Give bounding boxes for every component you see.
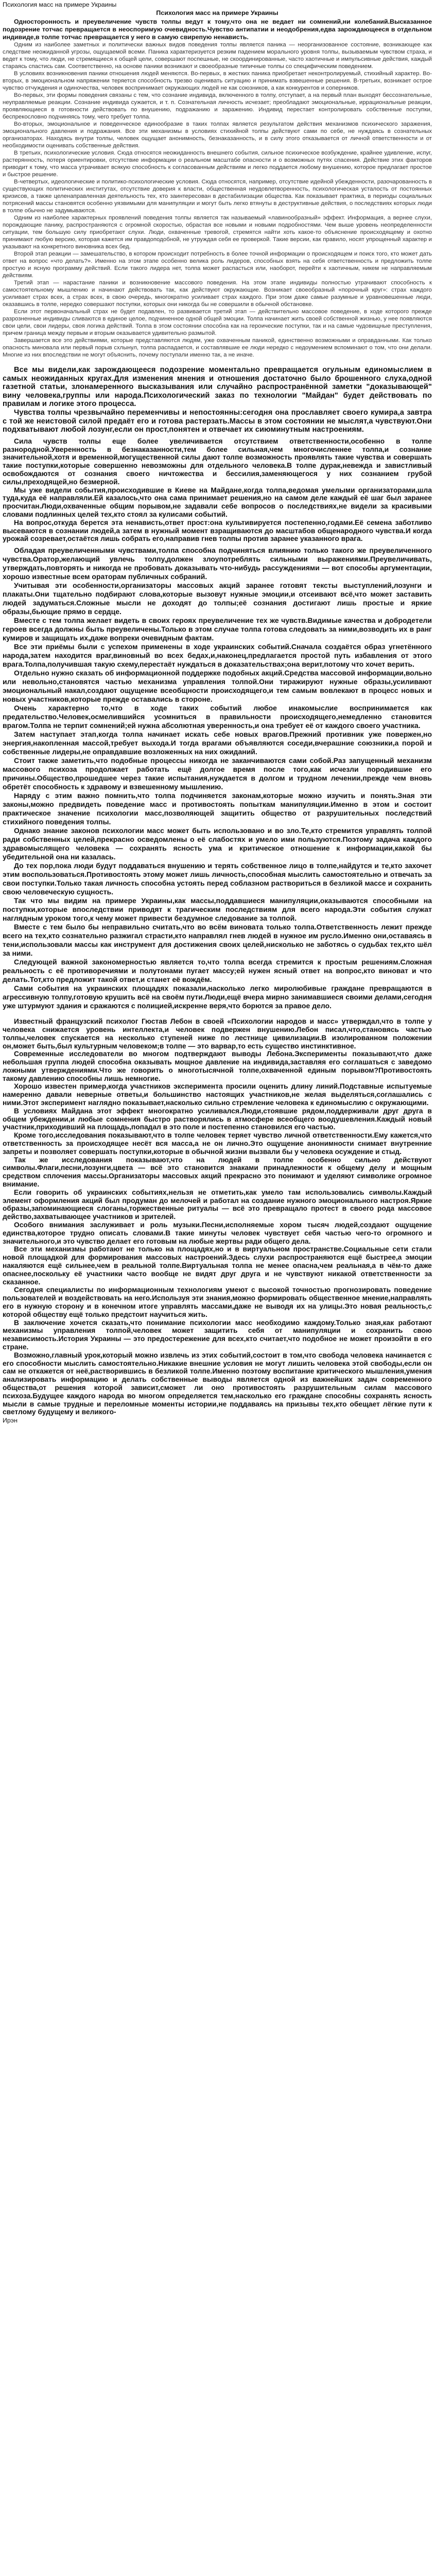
article-paragraph: Очень характерно то,что в ходе таких событий любое инакомыслие воспринимается как предательство.Человек,осмелившийся усомниться в правильности происходящего,немедленно становится врагом.Толпа не терпит сомнений;ей нужна абсолютная уверенность,и она требует её от каждого своего участника.	[3, 704, 432, 730]
article-paragraph: Мы уже видели события,происходившие в Киеве на Майдане,когда толпа,ведомая умелыми организаторами,шла туда,куда её направляли.Ей казалось,что она сама принимает решения,но на самом деле каждый её шаг был заранее просчитан.Люди,охваченные общим порывом,не задавали себе вопросов о последствиях,не видели за красивыми словами подлинных целей тех,кто стоял за кулисами событий.	[3, 486, 432, 518]
article-section	[3, 1018, 432, 1416]
article-paragraph: Наряду с этим важно помнить,что толпа подчиняется законам,которые можно изучить и понять.Зная эти законы,можно предвидеть поведение масс и противостоять попыткам манипуляции.Именно в этом и состоит практическое значение психологии масс,позволяющей защитить общество от разрушительных последствий стихийного поведения толпы.	[3, 791, 432, 826]
page-header: Психология масс на примере Украины	[3, 1, 117, 8]
article-paragraph: Третий этап — нарастание паники и возникновение массового поведения. На этом этапе индивиды полностью утрачивают способность к самостоятельному мышлению и начинают действовать так, как действуют окружающие. Возникает своеобразный «порочный круг»: страх каждого усиливает страх всех, а страх всех, в свою очередь, многократно усиливает страх каждого. При этом даже самые разумные и уравновешенные люди, оказавшись в толпе, нередко совершают поступки, которых они никогда бы не совершили в обычной обстановке.	[3, 280, 432, 308]
article-paragraph: Стоит также заметить,что подобные процессы никогда не заканчиваются сами собой.Раз запущенный механизм массового психоза продолжает работать ещё долгое время после того,как исчезли породившие его причины.Общество,прошедшее через такие испытания,нуждается в долгом и трудном лечении,прежде чем вновь обретёт способность к здравому и взвешенному мышлению.	[3, 756, 432, 791]
article-paragraph: Если этот первоначальный страх не будет подавлен, то развивается третий этап — действительно массовое поведение, в ходе которого прежде разрозненные индивиды сливаются в единое целое, подчиненное одной общей эмоции. Толпа начинает жить своей собственной жизнью, у нее появляются свои цели, свои лидеры, своя логика действий. Толпа в этом состоянии способна как на героические поступки, так и на самые чудовищные преступления, причем граница между первым и вторым оказывается удивительно размытой.	[3, 309, 432, 336]
article-paragraph: Одним из наиболее заметных и политически важных видов поведения толпы является паника — неорганизованное состояние, возникающее как следствие неожиданной угрозы, ощущаемой всеми. Паника характеризуется резким падением морального уровня толпы, вызываемым чувством страха, и ведет к тому, что люди, не стремящиеся к общей цели, совершают поспешные, не скоординированные, часто хаотичные и импульсивные действия, каждый стараясь спастись сам. Соответственно, на основе паники возникают и своеобразные типичные толпы со специфическим поведением.	[3, 42, 432, 70]
article-paragraph: Завершается все это действиями, которые представляются людям, уже охваченным паникой, единственно возможными и оправданными. Как только опасность миновала или первый порыв схлынул, толпа распадается, и составлявшие ее люди нередко с недоумением вспоминают о том, что они делали. Многие из них впоследствии не могут объяснить, почему поступали именно так, а не иначе.	[3, 337, 432, 358]
article-paragraph: Вместе с тем толпа желает видеть в своих героях преувеличение тех же чувств.Видимые качества и добродетели героев всегда должны быть преувеличены.Только в этом случае толпа готова следовать за ними,возводить их в ранг кумиров и защищать их,даже вопреки очевидным фактам.	[3, 616, 432, 642]
article-paragraph: Сила чувств толпы еще более увеличивается отсутствием ответственности,особенно в толпе разнородной.Уверенность в безнаказанности,тем более сильная,чем многочисленнее толпа,и сознание значительной,хотя и временной,могущественной силы дают толпе возможность проявлять такие чувства и совершать такие поступки,которые совершенно невозможны для отдельного человека.В толпе дурак,невежда и завистливый освобождаются от сознания своего ничтожества и бессилия,заменяющегося у них сознанием грубой силы,преходящей,но безмерной.	[3, 437, 432, 486]
article-paragraph: Возможно,главный урок,который можно извлечь из этих событий,состоит в том,что свобода человека начинается с его способности мыслить самостоятельно.Никакие внешние условия не могут лишить человека этой свободы,если он сам не откажется от неё,растворившись в безликой толпе.Именно поэтому воспитание критического мышления,умения анализировать информацию и делать собственные выводы является одной из важнейших задач современного общества,от решения которой зависит,сможет ли оно противостоять разрушительным силам массового психоза.Будущее каждого народа во многом определяется тем,насколько его граждане способны сохранять ясность мысли в самые трудные и переломные моменты истории,не поддаваясь на призывы тех,кто обещает лёгкие пути к светлому будущему и великого-	[3, 1351, 432, 1416]
article-paragraph: Во-первых, эти формы поведения связаны с тем, что сознание индивида, включенного в толпу, отступает, а на первый план выходят бессознательные, неуправляемые реакции. Сознание индивида сужается, и т. п. Сознательная личность исчезает; преобладают эмоциональные, иррациональные реакции, проявляющиеся в готовности действовать по внушению, подражанию и заражению. Индивид перестает контролировать собственные поступки, беспрекословно подчиняясь тому, чего требует толпа.	[3, 92, 432, 120]
article-paragraph: Если говорить об украинских событиях,нельзя не отметить,как умело там использовались символы.Каждый элемент оформления акций был продуман до мелочей и работал на создание нужного эмоционального настроя.Яркие образы,запоминающиеся слоганы,торжественные ритуалы — всё это превращало протест в своего рода массовое действо,захватывающее участников и зрителей.	[3, 1188, 432, 1221]
article-paragraph: В третьих, психологические условия. Сюда относятся неожиданность внешнего события, сильное психическое возбуждение, крайнее удивление, испуг, растерянность, потеря ориентировки, отсутствие информации о реальном масштабе опасности и о возможных путях спасения. Действие этих факторов приводит к тому, что масса утрачивает всякую способность к согласованным действиям и легко поддается любому внушению, которое предлагает простое и быстрое решение.	[3, 150, 432, 178]
article-paragraph: Сами события на украинских площадях показали,насколько легко миролюбивые граждане превращаются в агрессивную толпу,готовую крушить всё на своём пути.Люди,ещё вчера мирно занимавшиеся своими делами,сегодня уже штурмуют здания и сражаются с полицией,искренне веря,что борются за правое дело.	[3, 984, 432, 1010]
article-paragraph: Отдельно нужно сказать об информационной поддержке подобных акций.Средства массовой информации,вольно или невольно,становятся частью механизма управления толпой.Они тиражируют нужные образы,усиливают эмоциональный накал,создают ощущение всеобщности происходящего,и тем самым вовлекают в процесс новых и новых участников,которые прежде оставались в стороне.	[3, 669, 432, 704]
article-section	[3, 18, 432, 41]
article-paragraph: Однако знание законов психологии масс может быть использовано и во зло.Те,кто стремится управлять толпой ради собственных целей,прекрасно осведомлены о её слабостях и умело ими пользуются.Поэтому задача каждого здравомыслящего человека — сохранять ясность ума и критическое отношение к информации,какой бы убедительной она ни казалась.	[3, 826, 432, 861]
article-paragraph: Все мы видели,как зарождающееся подозрение моментально превращается огульным единомыслием в самых неожиданных кругах.Для изменения мнения и отношения достаточно было брошенного слуха,одной газетной статьи, злонамеренного высказывания или случайно распространённой заметки "доказывающей" вину человека,группы или народа.Психологический заказ по технологии "Майдан" будет действовать по правилам и логике этого процесса.	[3, 366, 432, 409]
article-section	[3, 41, 432, 359]
article-paragraph: Обладая преувеличенными чувствами,толпа способна подчиняться влиянию только такого же преувеличенного чувства.Оратор,желающий увлечь толпу,должен злоупотреблять сильными выражениями.Преувеличивать, утверждать,повторять и никогда не пробовать доказывать что-нибудь рассуждениями — вот способы аргументации, хорошо известные всем ораторам публичных собраний.	[3, 546, 432, 581]
article-paragraph: Известный французский психолог Гюстав Лебон в своей «Психологии народов и масс» утверждал,что в толпе у человека снижается уровень интеллекта,и человек подвержен внушению.Лебон писал,что,становясь частью толпы,человек спускается на несколько ступеней ниже по лестнице цивилизации.В изолированном положении он,может быть,был культурным человеком;в толпе — это варвар,то есть существо инстинктивное.	[3, 1018, 432, 1050]
article-paragraph: Особого внимания заслуживает и роль музыки.Песни,исполняемые хором тысяч людей,создают ощущение единства,которое трудно описать словами.В такие минуты человек чувствует себя частью чего-то огромного и значительного,и это чувство делает его готовым на любые жертвы ради общего дела.	[3, 1221, 432, 1245]
article-paragraph: В-четвертых, идеологические и политико-психологические условия. Сюда относятся, например, отсутствие идейной убежденности, разочарованность в существующих политических институтах, отсутствие доверия к власти, общественная неудовлетворенность, психологическая усталость от постоянных кризисов, а также целенаправленная деятельность тех, кто заинтересован в дестабилизации общества. Как показывает практика, в периоды социальных потрясений массы становятся особенно уязвимыми для манипуляции и могут быть легко втянуты в деструктивные действия, о последствиях которых люди в толпе обычно не задумываются.	[3, 179, 432, 214]
article-paragraph: Чувства толпы чрезвычайно переменчивы и непостоянны:сегодня она прославляет своего кумира,а завтра с той же неистовой силой предаёт его и готова растерзать.Массы в этом состоянии не мыслят,а чувствуют.Они подхватывают любой лозунг,если он прост,понятен и отвечает их сиюминутным настроениям.	[3, 408, 432, 434]
article-body	[3, 18, 432, 1416]
article-author: Ирэн	[3, 1417, 18, 1425]
article-paragraph: В заключение хочется сказать,что понимание психологии масс необходимо каждому.Только зная,как работают механизмы управления толпой,человек может защитить себя от манипуляции и сохранить свою независимость.История Украины — это предостережение для всех,кто считает,что подобное не может произойти в его стране.	[3, 1318, 432, 1351]
article-paragraph: Кроме того,исследования показывают,что в толпе человек теряет чувство личной ответственности.Ему кажется,что ответственность за происходящее несёт вся масса,а не он лично.Это ощущение анонимности снимает внутренние запреты и позволяет совершать поступки,которые в обычной жизни вызвали бы у человека осуждение и стыд.	[3, 1131, 432, 1156]
article-title: Психология масс на примере Украины	[156, 9, 278, 16]
article-paragraph: На вопрос,откуда берется эта ненависть,ответ прост:она культивируется постепенно,годами.Её семена заботливо высеваются в сознании людей,а затем в нужный момент взращиваются до масштабов общенародного чувства.И когда урожай созревает,остаётся лишь собрать его,направив гнев толпы против заранее указанного врага.	[3, 518, 432, 543]
article-paragraph: Все эти приёмы были с успехом применены в ходе украинских событий.Сначала создаётся образ угнетённого народа,затем находится враг,виновный во всех бедах,и,наконец,предлагается простой путь избавления от этого врага.Толпа,получившая такую схему,перестаёт нуждаться в доказательствах;она верит,потому что хочет верить.	[3, 642, 432, 669]
article-section	[3, 546, 432, 1010]
article-paragraph: Современные исследователи во многом подтверждают выводы Лебона.Эксперименты показывают,что даже небольшая группа людей способна оказывать мощное давление на индивида,заставляя его соглашаться с заведомо ложными утверждениями.Что же говорить о многотысячной толпе,охваченной единым порывом?Противостоять такому давлению способны лишь немногие.	[3, 1050, 432, 1082]
article-paragraph: Одним из наиболее характерных проявлений поведения толпы является так называемый «лавинообразный» эффект. Информация, а вернее слухи, порождающие панику, распространяются с огромной скоростью, обрастая все новыми и новыми подробностями. Чем выше уровень неопределенности ситуации, тем большую силу приобретают слухи. Люди, охваченные тревогой, стремятся найти хоть какое-то объяснение происходящему и охотно принимают любую версию, которая кажется им правдоподобной, не утруждая себя ее проверкой. Такие версии, как правило, носят упрощенный характер и указывают на конкретного виновника всех бед.	[3, 215, 432, 250]
article-paragraph: Затем наступает этап,когда толпа начинает искать себе новых врагов.Прежний противник уже повержен,но энергия,накопленная массой,требует выхода.И тогда врагами объявляются соседи,вчерашние союзники,а порой и собственные лидеры,не оправдавшие возложенных на них ожиданий.	[3, 730, 432, 756]
article-paragraph: Все эти механизмы работают не только на площадях,но и в виртуальном пространстве.Социальные сети стали новой площадкой для формирования массовых настроений.Здесь слухи распространяются ещё быстрее,а эмоции накаляются ещё сильнее,чем в реальной толпе.Виртуальная толпа не менее опасна,чем реальная,а в чём-то даже опаснее,поскольку её участники часто вообще не видят друг друга и не чувствуют никакой ответственности за сказанное.	[3, 1245, 432, 1286]
article-paragraph: Так же исследования показывают,что на людей в толпе особенно сильно действуют символы.Флаги,песни,лозунги,цвета — всё это становится знаками принадлежности к общему делу и мощным средством сплочения массы.Организаторы массовых акций прекрасно это понимают и уделяют символике огромное внимание.	[3, 1156, 432, 1189]
article-section	[3, 366, 432, 434]
article-paragraph: Односторонность и преувеличение чувств толпы ведут к тому,что она не ведает ни сомнений,ни колебаний.Высказанное подозрение тотчас превращается в неоспоримую очевидность.Чувство антипатии и неодобрения,едва зарождающееся в отдельном индивиде,в толпе тотчас превращается у него в самую свирепую ненависть.	[3, 18, 432, 41]
article-paragraph: В условиях возникновения паники отношения людей меняются. Во-первых, в жестких паника приобретает неконтролируемый, стихийный характер. Во-вторых, в эмоциональном напряжении теряется способность трезво оценивать ситуацию и принимать взвешенные решения. В-третьих, возникает острое чувство отчуждения и одиночества, человек воспринимает окружающих людей не как союзников, а как конкурентов и соперников.	[3, 71, 432, 91]
article-paragraph: Вместе с тем было бы неправильно считать,что во всём виновата только толпа.Ответственность лежит прежде всего на тех,кто сознательно разжигал страсти,кто направлял гнев людей в нужное им русло.Именно они,оставаясь в тени,использовали массы как инструмент для достижения своих целей,нисколько не заботясь о судьбах тех,кто шёл за ними.	[3, 923, 432, 958]
article-paragraph: Учитывая эти особенности,организаторы массовых акций заранее готовят тексты выступлений,лозунги и плакаты.Они тщательно подбирают слова,которые вызовут нужные эмоции,и отсеивают всё,что может заставить людей задуматься.Сложные мысли не доходят до толпы;её сознания достигают лишь простые и яркие образы,бьющие прямо в сердце.	[3, 581, 432, 616]
article-paragraph: Так что мы видим на примере Украины,как массы,поддавшиеся манипуляции,оказываются способными на поступки,которые впоследствии приводят к трагическим последствиям для всего народа.Эти события служат наглядным уроком того,к чему может привести бездумное следование за толпой.	[3, 896, 432, 923]
article-paragraph: Следующей важной закономерностью является то,что толпа всегда стремится к простым решениям.Сложная реальность с её противоречиями и полутонами пугает массу;ей нужен ясный ответ на вопрос,кто виноват и что делать.Тот,кто предложит такой ответ,и станет её вождём.	[3, 958, 432, 984]
article-section	[3, 437, 432, 543]
article-paragraph: Хорошо известен пример,когда участников эксперимента просили оценить длину линий.Подставные испытуемые намеренно давали неверные ответы,и большинство настоящих участников,не желая выделяться,соглашались с ними.Этот эксперимент наглядно показывает,насколько сильно стремление человека к единомыслию с окружающими.	[3, 1082, 432, 1107]
article-paragraph: Второй этап реакции — замешательство, в котором происходит потребность в более точной информации о происходящем и поиск того, кто может дать ответ на вопрос «что делать?». Именно на этом этапе особенно велика роль лидеров, способных взять на себя ответственность и предложить толпе простую и ясную программу действий. Если такого лидера нет, толпа может распасться или, наоборот, перейти к хаотичным, никем не направляемым действиям.	[3, 251, 432, 279]
article-paragraph: До тех пор,пока люди будут поддаваться внушению и терять собственное лицо в толпе,найдутся и те,кто захочет этим воспользоваться.Противостоять этому может лишь личность,способная мыслить самостоятельно и отвечать за свои поступки.Только такая личность способна устоять перед соблазном раствориться в безликой массе и сохранить свою человеческую сущность.	[3, 861, 432, 896]
article-paragraph: Сегодня специалисты по информационным технологиям умеют с высокой точностью прогнозировать поведение пользователей и воздействовать на него.Используя эти знания,можно формировать общественное мнение,направлять его в нужную сторону и в конечном итоге управлять массами,даже не выводя их на улицы.Это новая реальность,с которой обществу ещё только предстоит научиться жить.	[3, 1286, 432, 1318]
article-paragraph: В условиях Майдана этот эффект многократно усиливался.Люди,стоявшие рядом,поддерживали друг друга в общем убеждении,и любые сомнения быстро растворялись в атмосфере всеобщего воодушевления.Каждый новый участник,приходивший на площадь,попадал в это поле и постепенно становился его частью.	[3, 1107, 432, 1131]
article-paragraph: Во-вторых, эмоциональное и поведенческое единообразие в таких толпах является результатом действия механизмов психического заражения, эмоционального давления и подражания. Все эти механизмы в условиях стихийной толпы действуют сами по себе, не нуждаясь в сознательных организаторах. Находясь внутри толпы, человек ощущает анонимность, безнаказанность, и в силу этого отказывается от личной ответственности и от необходимости оценивать собственные действия.	[3, 121, 432, 149]
